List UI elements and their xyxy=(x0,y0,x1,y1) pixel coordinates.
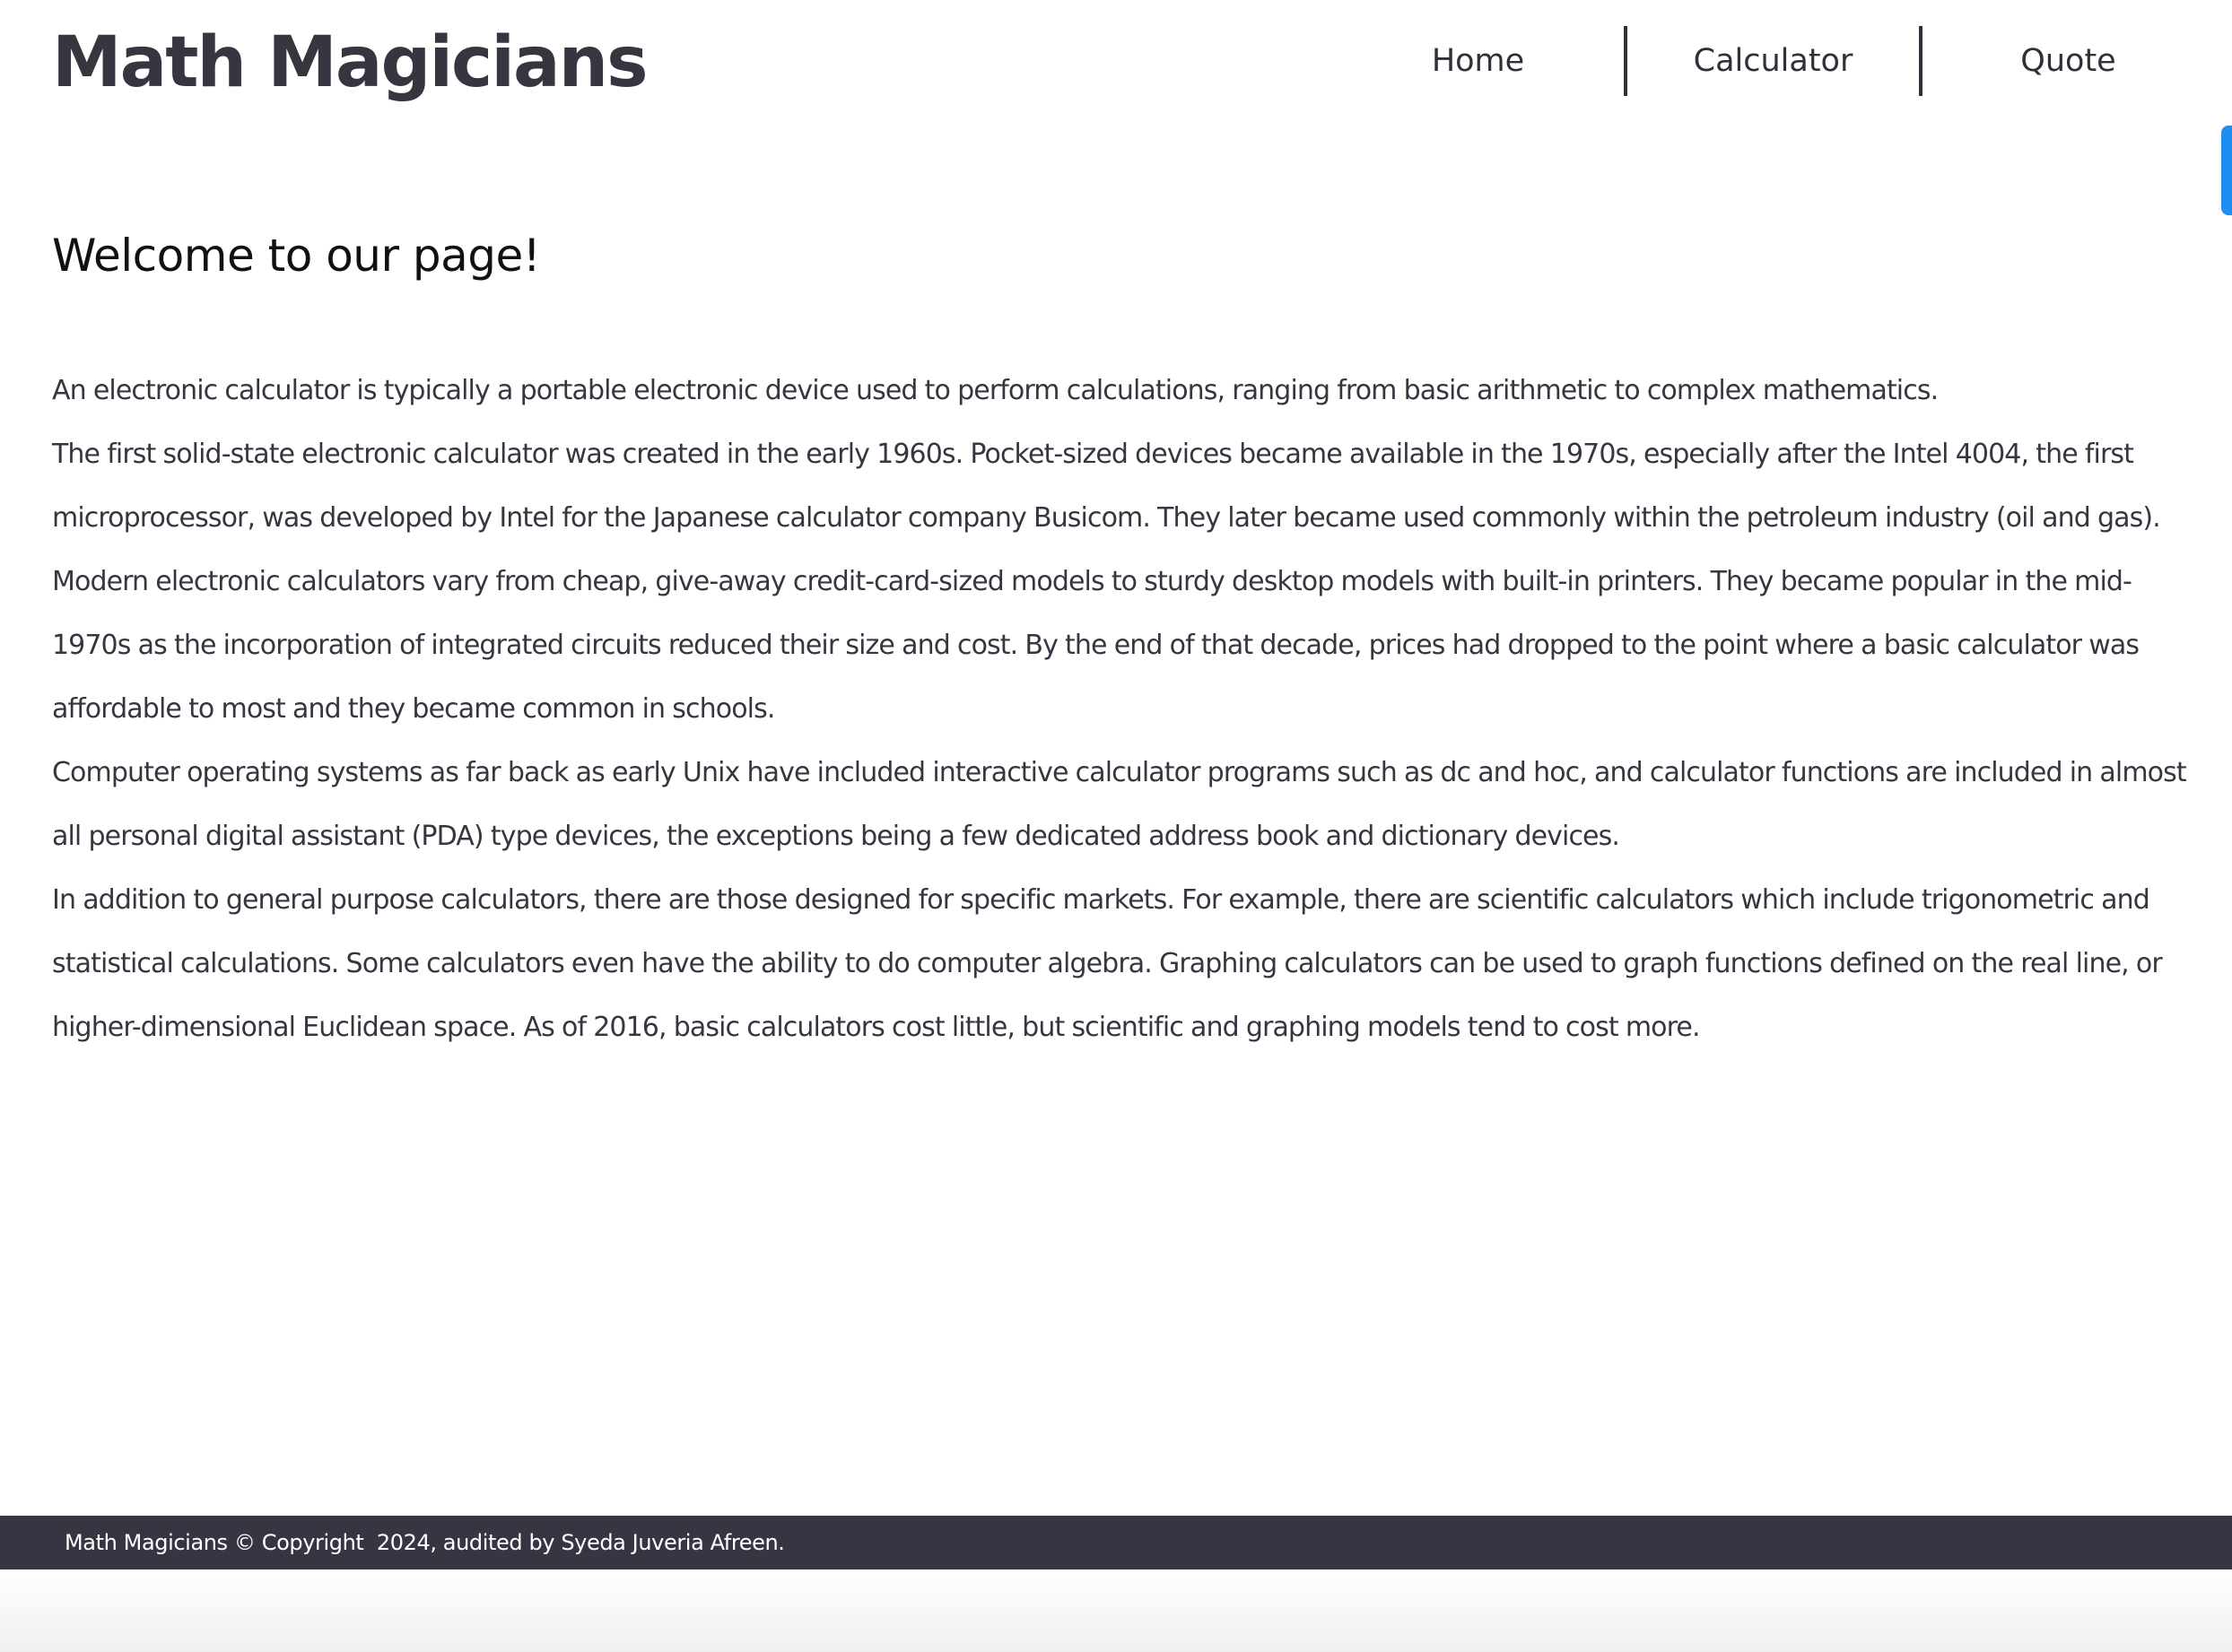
nav-link-home[interactable]: Home xyxy=(1431,43,1525,79)
paragraph: The first solid-state electronic calculator was created in the early 1960s. Pocket-sized devices became available in the 1970s, especially after the Intel 4004, the first microprocessor, was developed by Intel for the Japanese calculator company Busicom. They later became used commonly within the petroleum industry (oil and gas). xyxy=(52,439,2160,534)
paragraph: Modern electronic calculators vary from cheap, give-away credit-card-sized models to sturdy desktop models with built-in printers. They became popular in the mid-1970s as the incorporation of integrated circuits reduced their size and cost. By the end of that decade, prices had dropped to the point where a basic calculator was affordable to most and they became common in schools. xyxy=(52,566,2140,725)
footer-copyright: Math Magicians © Copyright 2024, audited by Syeda Juveria Afreen. xyxy=(65,1530,785,1555)
intro-text xyxy=(52,359,2187,1059)
paragraph: In addition to general purpose calculators, there are those designed for specific markets. For example, there are scientific calculators which include trigonometric and statistical calculations. Some calculators even have the ability to do computer algebra. Graphing calculators can be used to graph functions defined on the real line, or higher-dimensional Euclidean space. As of 2016, basic calculators cost little, but scientific and graphing models tend to cost more. xyxy=(52,884,2162,1043)
site-header xyxy=(0,0,2232,126)
main-content xyxy=(52,224,2187,1059)
side-tab-handle[interactable] xyxy=(2221,126,2232,215)
site-logo[interactable]: Math Magicians xyxy=(52,22,647,103)
nav-link-calculator[interactable]: Calculator xyxy=(1693,43,1853,79)
page-bottom-area xyxy=(0,1569,2232,1652)
paragraph: An electronic calculator is typically a portable electronic device used to perform calculations, ranging from basic arithmetic to complex mathematics. xyxy=(52,375,1939,406)
main-nav xyxy=(1332,25,2214,97)
page-title: Welcome to our page! xyxy=(52,230,541,282)
paragraph: Computer operating systems as far back as early Unix have included interactive calculator programs such as dc and hoc, and calculator functions are included in almost all personal digital assistant (PDA) type devices, the exceptions being a few dedicated address book and dictionary devices. xyxy=(52,757,2186,852)
nav-link-quote[interactable]: Quote xyxy=(2020,43,2116,79)
site-footer xyxy=(0,1516,2232,1569)
